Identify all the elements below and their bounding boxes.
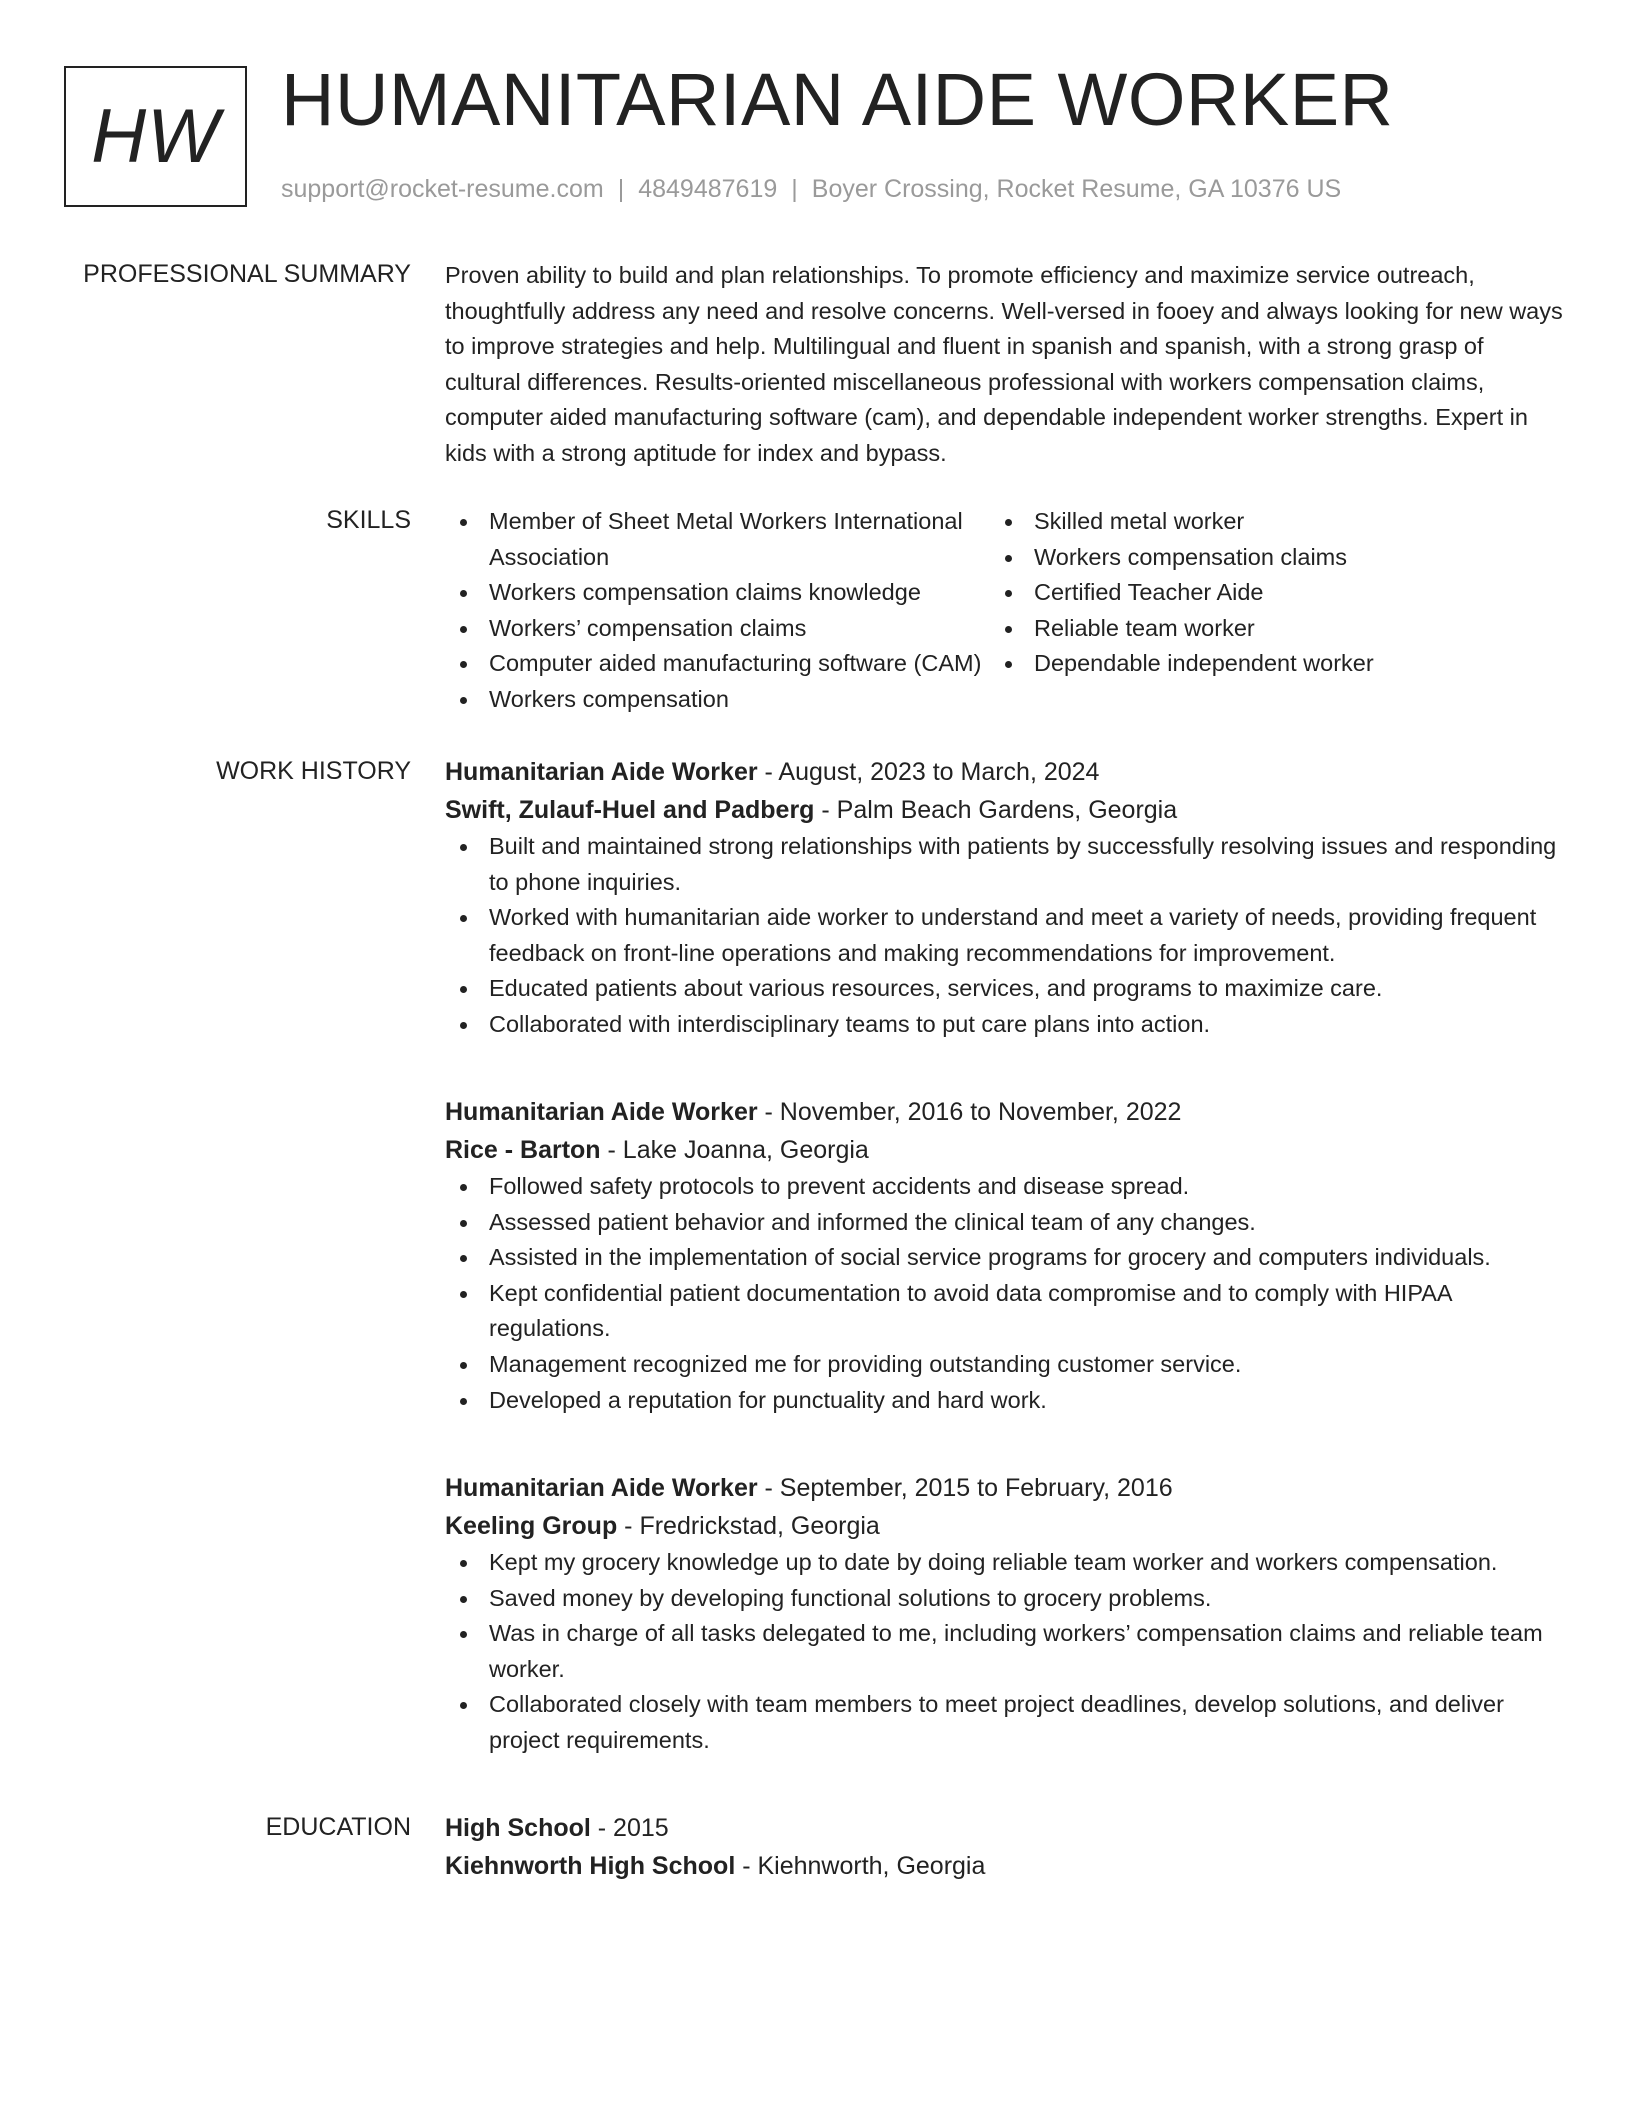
contact-email[interactable]: support@rocket-resume.com [281, 175, 604, 203]
job-dates: - August, 2023 to March, 2024 [757, 758, 1100, 786]
job-company-line [445, 1131, 1565, 1169]
skill-item: Certified Teacher Aide [990, 575, 1550, 611]
skill-item: Computer aided manufacturing software (CAM) [445, 646, 990, 682]
job-title: Humanitarian Aide Worker [445, 758, 758, 786]
job-bullet: Built and maintained strong relationships with patients by successfully resolving issues and responding to phone inquiries. [445, 829, 1565, 900]
job-bullet: Kept my grocery knowledge up to date by doing reliable team worker and workers compensation. [445, 1545, 1565, 1581]
contact-separator: | [617, 175, 625, 203]
job-bullet: Assessed patient behavior and informed the clinical team of any changes. [445, 1205, 1565, 1241]
skill-item: Workers compensation claims [990, 540, 1550, 576]
job-bullet: Collaborated with interdisciplinary teams to put care plans into action. [445, 1007, 1565, 1043]
contact-address: Boyer Crossing, Rocket Resume, GA 10376 US [811, 175, 1342, 203]
job-company-line [445, 1507, 1565, 1545]
job-location: - Lake Joanna, Georgia [600, 1136, 869, 1164]
job-entry [445, 1469, 1565, 1759]
education-location: - Kiehnworth, Georgia [735, 1852, 986, 1880]
section-label-education: EDUCATION [265, 1813, 411, 1841]
summary-text: Proven ability to build and plan relationships. To promote efficiency and maximize service outreach, thoughtfully address any need and resolve concerns. Well-versed in fooey and always looking for new ways to improve strategies and help. Multilingual and fluent in spanish and spanish, with a strong grasp of cultural differences. Results-oriented miscellaneous professional with workers compensation claims, computer aided manufacturing software (cam), and dependable independent worker strengths. Expert in kids with a strong aptitude for index and bypass. [445, 262, 1563, 466]
job-entry [445, 1093, 1565, 1418]
contact-phone[interactable]: 4849487619 [638, 175, 778, 203]
education-degree: High School [445, 1814, 591, 1842]
contact-separator: | [791, 175, 798, 203]
education-year: - 2015 [590, 1814, 669, 1842]
section-label-work-history: WORK HISTORY [216, 757, 411, 785]
job-bullet: Worked with humanitarian aide worker to understand and meet a variety of needs, providing frequent feedback on front-line operations and making recommendations for improvement. [445, 900, 1565, 971]
education-degree-line [445, 1809, 1565, 1847]
skills-list-right [990, 504, 1550, 718]
job-bullet-list [445, 1169, 1565, 1418]
job-bullet: Was in charge of all tasks delegated to me, including workers’ compensation claims and reliable team worker. [445, 1616, 1565, 1687]
section-label-summary: PROFESSIONAL SUMMARY [83, 260, 411, 288]
education-school-line [445, 1847, 1565, 1885]
skills-body [445, 504, 1565, 718]
education-body [445, 1809, 1565, 1885]
skill-item: Workers compensation [445, 682, 990, 718]
section-label-skills: SKILLS [326, 506, 411, 534]
job-location: - Fredrickstad, Georgia [617, 1512, 880, 1540]
monogram-logo: HW [64, 66, 247, 207]
skill-item: Workers compensation claims knowledge [445, 575, 990, 611]
job-bullet: Management recognized me for providing outstanding customer service. [445, 1347, 1565, 1383]
skill-item: Member of Sheet Metal Workers International Association [445, 504, 990, 575]
education-school: Kiehnworth High School [445, 1852, 736, 1880]
job-entry [445, 753, 1565, 1043]
contact-line [281, 172, 1341, 206]
job-dates: - November, 2016 to November, 2022 [757, 1098, 1182, 1126]
skills-list-left [445, 504, 990, 718]
job-bullet: Kept confidential patient documentation to avoid data compromise and to comply with HIPAA regulations. [445, 1276, 1565, 1347]
skill-item: Skilled metal worker [990, 504, 1550, 540]
job-title: Humanitarian Aide Worker [445, 1098, 758, 1126]
skill-item: Dependable independent worker [990, 646, 1550, 682]
job-dates: - September, 2015 to February, 2016 [757, 1474, 1173, 1502]
skill-item: Reliable team worker [990, 611, 1550, 647]
job-company: Keeling Group [445, 1512, 618, 1540]
job-title-line [445, 1469, 1565, 1507]
job-title-line [445, 753, 1565, 791]
job-bullet: Educated patients about various resources, services, and programs to maximize care. [445, 971, 1565, 1007]
job-bullet: Followed safety protocols to prevent accidents and disease spread. [445, 1169, 1565, 1205]
skill-item: Workers’ compensation claims [445, 611, 990, 647]
job-bullet: Developed a reputation for punctuality and hard work. [445, 1383, 1565, 1419]
job-title: Humanitarian Aide Worker [445, 1474, 758, 1502]
summary-body [445, 258, 1565, 472]
job-bullet-list [445, 829, 1565, 1043]
job-location: - Palm Beach Gardens, Georgia [814, 796, 1178, 824]
job-bullet: Assisted in the implementation of social service programs for grocery and computers individuals. [445, 1240, 1565, 1276]
job-title-line [445, 1093, 1565, 1131]
job-bullet: Collaborated closely with team members to meet project deadlines, develop solutions, and deliver project requirements. [445, 1687, 1565, 1758]
job-company-line [445, 791, 1565, 829]
job-company: Swift, Zulauf-Huel and Padberg [445, 796, 815, 824]
job-company: Rice - Barton [445, 1136, 601, 1164]
job-bullet-list [445, 1545, 1565, 1759]
candidate-name: HUMANITARIAN AIDE WORKER [281, 58, 1394, 141]
job-bullet: Saved money by developing functional solutions to grocery problems. [445, 1581, 1565, 1617]
